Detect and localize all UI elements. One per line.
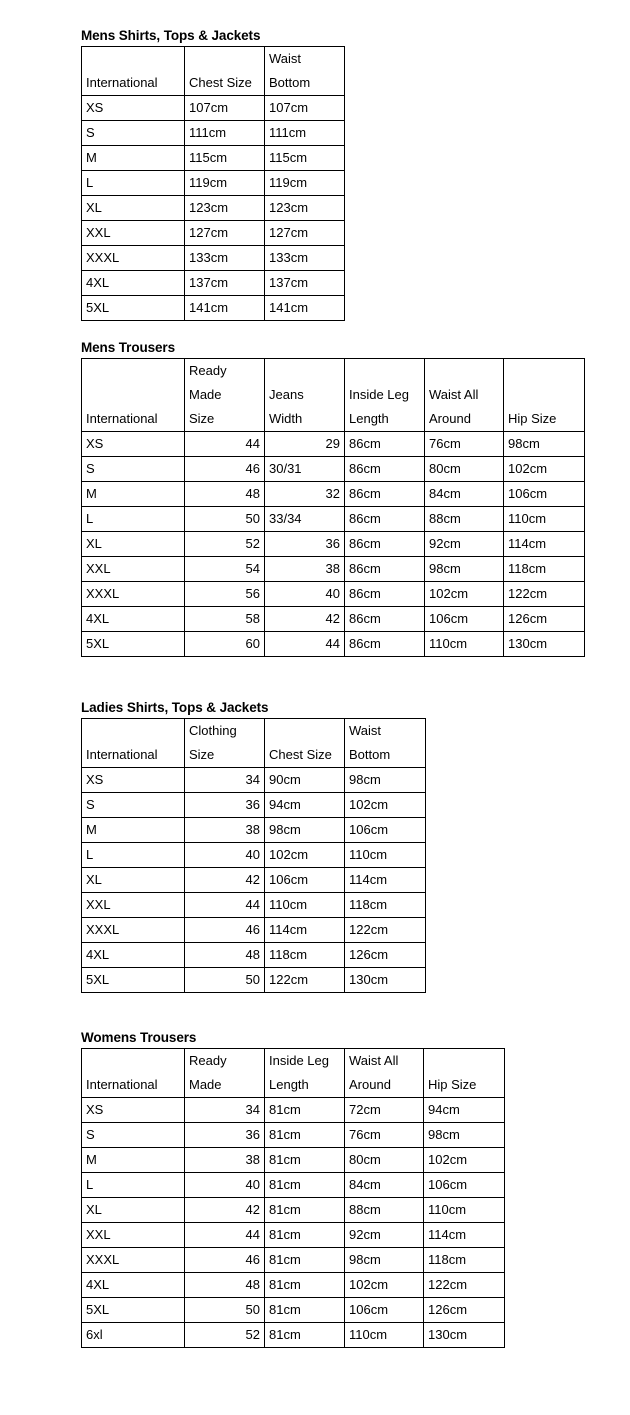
table-row	[82, 1323, 505, 1348]
measurement-cell: 118cm	[424, 1248, 505, 1273]
table-header-row	[82, 47, 345, 96]
measurement-cell: 102cm	[425, 582, 504, 607]
table-row	[82, 432, 585, 457]
column-header-line: International	[86, 75, 158, 90]
column-header	[82, 359, 185, 432]
measurement-cell: 44	[185, 1223, 265, 1248]
column-header-line: International	[86, 411, 158, 426]
measurement-cell: 90cm	[265, 768, 345, 793]
measurement-cell: 44	[185, 893, 265, 918]
measurement-cell: 50	[185, 1298, 265, 1323]
column-header	[82, 47, 185, 96]
table-row	[82, 1273, 505, 1298]
column-header	[265, 359, 345, 432]
measurement-cell: 81cm	[265, 1248, 345, 1273]
measurement-cell: 114cm	[265, 918, 345, 943]
measurement-cell: 34	[185, 1098, 265, 1123]
measurement-cell: 86cm	[345, 532, 425, 557]
measurement-cell: 81cm	[265, 1323, 345, 1348]
size-label-cell: L	[82, 843, 185, 868]
table-row	[82, 632, 585, 657]
size-label-cell: XL	[82, 196, 185, 221]
size-table-womens-trousers	[81, 1048, 505, 1348]
column-header-line: Waist	[349, 723, 382, 738]
measurement-cell: 38	[185, 818, 265, 843]
measurement-cell: 130cm	[504, 632, 585, 657]
table-row	[82, 196, 345, 221]
section-mens-shirts-tops-jackets	[81, 28, 345, 321]
measurement-cell: 80cm	[425, 457, 504, 482]
size-label-cell: M	[82, 146, 185, 171]
section-title-mens-shirts-tops-jackets: Mens Shirts, Tops & Jackets	[81, 28, 261, 43]
column-header-line: Ready	[189, 1053, 227, 1068]
table-row	[82, 171, 345, 196]
column-header-line: Made	[189, 1077, 222, 1092]
measurement-cell: 88cm	[345, 1198, 424, 1223]
column-header-line: Bottom	[349, 747, 391, 762]
measurement-cell: 33/34	[265, 507, 345, 532]
column-header	[265, 719, 345, 768]
table-row	[82, 1148, 505, 1173]
section-title-ladies-shirts-tops-jackets: Ladies Shirts, Tops & Jackets	[81, 700, 269, 715]
size-label-cell: S	[82, 793, 185, 818]
measurement-cell: 98cm	[425, 557, 504, 582]
size-label-cell: XXXL	[82, 246, 185, 271]
size-label-cell: S	[82, 457, 185, 482]
measurement-cell: 102cm	[345, 793, 426, 818]
table-row	[82, 607, 585, 632]
measurement-cell: 111cm	[265, 121, 345, 146]
measurement-cell: 137cm	[265, 271, 345, 296]
measurement-cell: 110cm	[265, 893, 345, 918]
measurement-cell: 106cm	[265, 868, 345, 893]
measurement-cell: 86cm	[345, 507, 425, 532]
column-header	[265, 1049, 345, 1098]
column-header	[185, 47, 265, 96]
size-table-mens-trousers	[81, 358, 585, 657]
measurement-cell: 86cm	[345, 482, 425, 507]
measurement-cell: 92cm	[345, 1223, 424, 1248]
measurement-cell: 46	[185, 1248, 265, 1273]
section-ladies-shirts-tops-jackets	[81, 700, 426, 993]
column-header	[424, 1049, 505, 1098]
table-row	[82, 1223, 505, 1248]
table-header-row	[82, 359, 585, 432]
column-header	[185, 719, 265, 768]
measurement-cell: 80cm	[345, 1148, 424, 1173]
size-label-cell: XS	[82, 96, 185, 121]
table-row	[82, 557, 585, 582]
size-label-cell: 5XL	[82, 632, 185, 657]
measurement-cell: 127cm	[185, 221, 265, 246]
size-label-cell: XL	[82, 868, 185, 893]
measurement-cell: 44	[265, 632, 345, 657]
column-header-line: Hip Size	[508, 411, 557, 426]
size-label-cell: 4XL	[82, 1273, 185, 1298]
measurement-cell: 115cm	[265, 146, 345, 171]
measurement-cell: 122cm	[345, 918, 426, 943]
measurement-cell: 118cm	[504, 557, 585, 582]
measurement-cell: 133cm	[185, 246, 265, 271]
measurement-cell: 102cm	[345, 1273, 424, 1298]
size-table-ladies-shirts-tops-jackets	[81, 718, 426, 993]
measurement-cell: 126cm	[424, 1298, 505, 1323]
measurement-cell: 114cm	[504, 532, 585, 557]
table-row	[82, 246, 345, 271]
measurement-cell: 48	[185, 943, 265, 968]
size-label-cell: 4XL	[82, 607, 185, 632]
size-label-cell: XL	[82, 532, 185, 557]
table-row	[82, 943, 426, 968]
measurement-cell: 114cm	[345, 868, 426, 893]
measurement-cell: 92cm	[425, 532, 504, 557]
measurement-cell: 141cm	[265, 296, 345, 321]
measurement-cell: 114cm	[424, 1223, 505, 1248]
size-label-cell: XXXL	[82, 582, 185, 607]
measurement-cell: 137cm	[185, 271, 265, 296]
measurement-cell: 98cm	[504, 432, 585, 457]
table-row	[82, 532, 585, 557]
measurement-cell: 52	[185, 532, 265, 557]
table-row	[82, 482, 585, 507]
measurement-cell: 76cm	[425, 432, 504, 457]
measurement-cell: 42	[265, 607, 345, 632]
size-label-cell: M	[82, 818, 185, 843]
table-row	[82, 968, 426, 993]
measurement-cell: 48	[185, 482, 265, 507]
column-header-line: Size	[189, 747, 215, 762]
measurement-cell: 81cm	[265, 1298, 345, 1323]
measurement-cell: 81cm	[265, 1273, 345, 1298]
size-label-cell: XS	[82, 432, 185, 457]
table-row	[82, 818, 426, 843]
measurement-cell: 46	[185, 457, 265, 482]
size-label-cell: XXL	[82, 1223, 185, 1248]
measurement-cell: 110cm	[425, 632, 504, 657]
column-header-line: Waist All	[429, 387, 479, 402]
column-header-line: Made	[189, 387, 222, 402]
measurement-cell: 29	[265, 432, 345, 457]
table-row	[82, 868, 426, 893]
measurement-cell: 48	[185, 1273, 265, 1298]
measurement-cell: 94cm	[424, 1098, 505, 1123]
measurement-cell: 81cm	[265, 1098, 345, 1123]
measurement-cell: 94cm	[265, 793, 345, 818]
size-label-cell: L	[82, 1173, 185, 1198]
measurement-cell: 81cm	[265, 1173, 345, 1198]
measurement-cell: 81cm	[265, 1123, 345, 1148]
measurement-cell: 84cm	[425, 482, 504, 507]
measurement-cell: 122cm	[504, 582, 585, 607]
measurement-cell: 118cm	[345, 893, 426, 918]
measurement-cell: 81cm	[265, 1148, 345, 1173]
measurement-cell: 44	[185, 432, 265, 457]
column-header-line: Length	[349, 411, 389, 426]
measurement-cell: 106cm	[424, 1173, 505, 1198]
column-header	[265, 47, 345, 96]
table-row	[82, 271, 345, 296]
column-header-line: Inside Leg	[269, 1053, 329, 1068]
section-title-womens-trousers: Womens Trousers	[81, 1030, 197, 1045]
measurement-cell: 127cm	[265, 221, 345, 246]
measurement-cell: 122cm	[424, 1273, 505, 1298]
size-label-cell: M	[82, 482, 185, 507]
measurement-cell: 130cm	[424, 1323, 505, 1348]
measurement-cell: 106cm	[504, 482, 585, 507]
measurement-cell: 86cm	[345, 632, 425, 657]
column-header-line: Waist	[269, 51, 302, 66]
column-header-line: Around	[429, 411, 471, 426]
measurement-cell: 88cm	[425, 507, 504, 532]
column-header-line: Width	[269, 411, 303, 426]
column-header-line: Clothing	[189, 723, 237, 738]
column-header-line: Around	[349, 1077, 391, 1092]
measurement-cell: 86cm	[345, 582, 425, 607]
table-header-row	[82, 1049, 505, 1098]
table-row	[82, 1298, 505, 1323]
measurement-cell: 110cm	[504, 507, 585, 532]
column-header	[82, 719, 185, 768]
measurement-cell: 40	[185, 843, 265, 868]
table-row	[82, 793, 426, 818]
measurement-cell: 98cm	[345, 768, 426, 793]
column-header-line: International	[86, 747, 158, 762]
measurement-cell: 40	[185, 1173, 265, 1198]
size-label-cell: 5XL	[82, 296, 185, 321]
size-label-cell: M	[82, 1148, 185, 1173]
measurement-cell: 40	[265, 582, 345, 607]
table-row	[82, 507, 585, 532]
measurement-cell: 42	[185, 1198, 265, 1223]
measurement-cell: 32	[265, 482, 345, 507]
measurement-cell: 130cm	[345, 968, 426, 993]
measurement-cell: 110cm	[424, 1198, 505, 1223]
size-label-cell: 6xl	[82, 1323, 185, 1348]
size-label-cell: XS	[82, 1098, 185, 1123]
measurement-cell: 123cm	[265, 196, 345, 221]
measurement-cell: 50	[185, 968, 265, 993]
table-row	[82, 457, 585, 482]
table-row	[82, 296, 345, 321]
measurement-cell: 52	[185, 1323, 265, 1348]
size-table-mens-shirts-tops-jackets	[81, 46, 345, 321]
measurement-cell: 126cm	[504, 607, 585, 632]
measurement-cell: 36	[185, 793, 265, 818]
measurement-cell: 34	[185, 768, 265, 793]
measurement-cell: 38	[185, 1148, 265, 1173]
size-label-cell: XXXL	[82, 918, 185, 943]
column-header-line: Size	[189, 411, 215, 426]
table-row	[82, 1198, 505, 1223]
size-label-cell: L	[82, 171, 185, 196]
size-label-cell: L	[82, 507, 185, 532]
table-row	[82, 146, 345, 171]
measurement-cell: 106cm	[345, 1298, 424, 1323]
column-header	[345, 359, 425, 432]
measurement-cell: 56	[185, 582, 265, 607]
table-row	[82, 1248, 505, 1273]
column-header-line: Hip Size	[428, 1077, 477, 1092]
column-header-line: Chest Size	[269, 747, 332, 762]
measurement-cell: 122cm	[265, 968, 345, 993]
column-header	[345, 719, 426, 768]
column-header-line: Bottom	[269, 75, 311, 90]
size-label-cell: XXL	[82, 221, 185, 246]
measurement-cell: 58	[185, 607, 265, 632]
table-row	[82, 893, 426, 918]
measurement-cell: 106cm	[425, 607, 504, 632]
measurement-cell: 30/31	[265, 457, 345, 482]
measurement-cell: 84cm	[345, 1173, 424, 1198]
measurement-cell: 98cm	[345, 1248, 424, 1273]
size-label-cell: S	[82, 1123, 185, 1148]
measurement-cell: 107cm	[265, 96, 345, 121]
size-label-cell: XS	[82, 768, 185, 793]
column-header-line: International	[86, 1077, 158, 1092]
table-row	[82, 582, 585, 607]
measurement-cell: 86cm	[345, 607, 425, 632]
column-header	[185, 359, 265, 432]
measurement-cell: 141cm	[185, 296, 265, 321]
measurement-cell: 102cm	[504, 457, 585, 482]
measurement-cell: 119cm	[265, 171, 345, 196]
measurement-cell: 81cm	[265, 1223, 345, 1248]
table-header-row	[82, 719, 426, 768]
size-label-cell: 5XL	[82, 1298, 185, 1323]
measurement-cell: 110cm	[345, 1323, 424, 1348]
measurement-cell: 42	[185, 868, 265, 893]
measurement-cell: 36	[265, 532, 345, 557]
measurement-cell: 102cm	[265, 843, 345, 868]
size-label-cell: 4XL	[82, 271, 185, 296]
measurement-cell: 72cm	[345, 1098, 424, 1123]
size-label-cell: XXL	[82, 893, 185, 918]
section-mens-trousers	[81, 340, 585, 657]
table-row	[82, 768, 426, 793]
column-header-line: Ready	[189, 363, 227, 378]
measurement-cell: 118cm	[265, 943, 345, 968]
measurement-cell: 60	[185, 632, 265, 657]
measurement-cell: 123cm	[185, 196, 265, 221]
size-label-cell: 5XL	[82, 968, 185, 993]
table-row	[82, 1098, 505, 1123]
size-label-cell: XXL	[82, 557, 185, 582]
measurement-cell: 86cm	[345, 457, 425, 482]
size-label-cell: S	[82, 121, 185, 146]
column-header-line: Jeans	[269, 387, 304, 402]
measurement-cell: 76cm	[345, 1123, 424, 1148]
measurement-cell: 98cm	[265, 818, 345, 843]
column-header-line: Chest Size	[189, 75, 252, 90]
measurement-cell: 38	[265, 557, 345, 582]
table-row	[82, 843, 426, 868]
table-row	[82, 1173, 505, 1198]
column-header-line: Waist All	[349, 1053, 399, 1068]
column-header-line: Inside Leg	[349, 387, 409, 402]
table-row	[82, 221, 345, 246]
measurement-cell: 115cm	[185, 146, 265, 171]
column-header	[504, 359, 585, 432]
measurement-cell: 36	[185, 1123, 265, 1148]
measurement-cell: 106cm	[345, 818, 426, 843]
column-header	[185, 1049, 265, 1098]
section-womens-trousers	[81, 1030, 505, 1348]
size-label-cell: 4XL	[82, 943, 185, 968]
table-row	[82, 121, 345, 146]
column-header	[425, 359, 504, 432]
measurement-cell: 133cm	[265, 246, 345, 271]
measurement-cell: 98cm	[424, 1123, 505, 1148]
size-label-cell: XL	[82, 1198, 185, 1223]
table-row	[82, 1123, 505, 1148]
table-row	[82, 918, 426, 943]
measurement-cell: 111cm	[185, 121, 265, 146]
measurement-cell: 86cm	[345, 557, 425, 582]
measurement-cell: 126cm	[345, 943, 426, 968]
measurement-cell: 102cm	[424, 1148, 505, 1173]
column-header	[345, 1049, 424, 1098]
column-header-line: Length	[269, 1077, 309, 1092]
size-label-cell: XXXL	[82, 1248, 185, 1273]
measurement-cell: 50	[185, 507, 265, 532]
section-title-mens-trousers: Mens Trousers	[81, 340, 175, 355]
measurement-cell: 107cm	[185, 96, 265, 121]
measurement-cell: 86cm	[345, 432, 425, 457]
measurement-cell: 110cm	[345, 843, 426, 868]
measurement-cell: 81cm	[265, 1198, 345, 1223]
measurement-cell: 46	[185, 918, 265, 943]
column-header	[82, 1049, 185, 1098]
table-row	[82, 96, 345, 121]
measurement-cell: 54	[185, 557, 265, 582]
measurement-cell: 119cm	[185, 171, 265, 196]
